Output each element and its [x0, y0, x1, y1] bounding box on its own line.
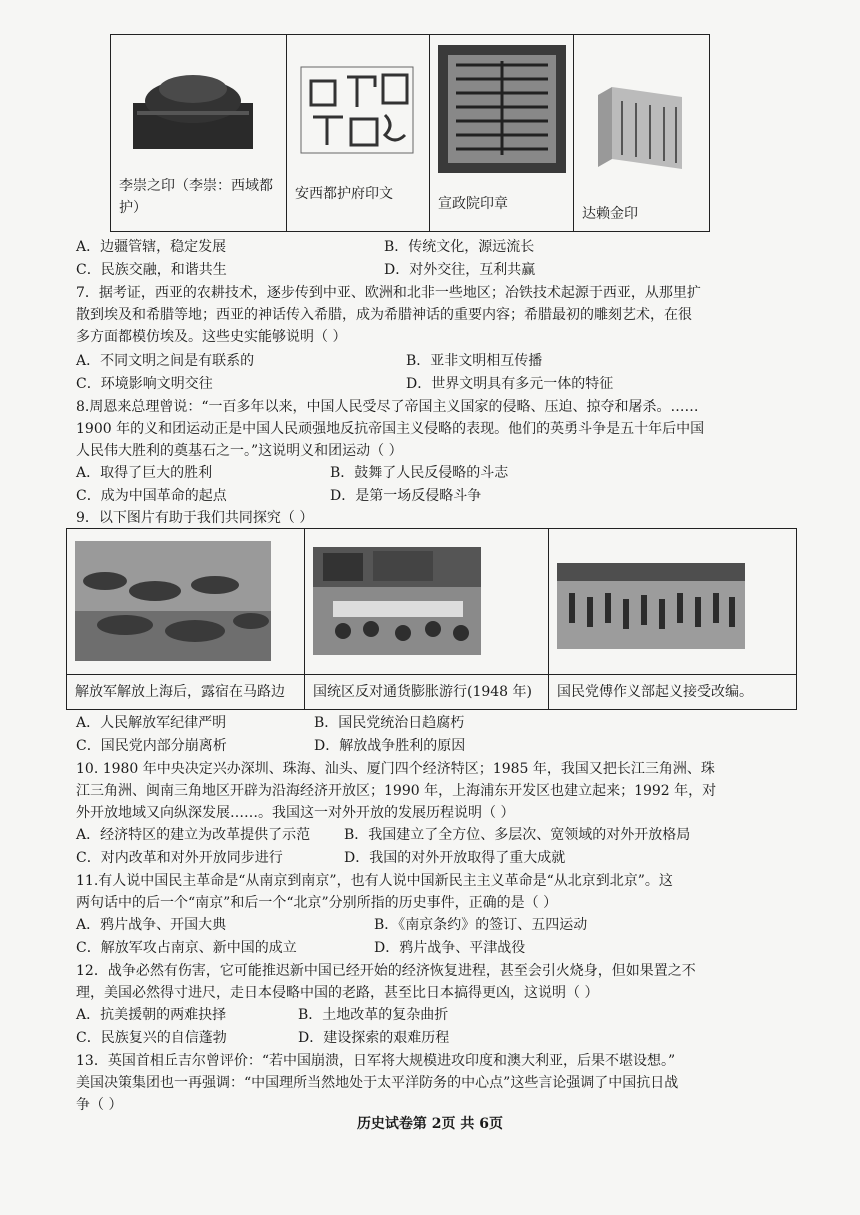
- q8-line-1: 8.周恩来总理曾说：“一百多年以来，中国人民受尽了帝国主义国家的侵略、压迫、掠夺和屠杀。……: [76, 399, 699, 415]
- q6-option-b: B．传统文化，源远流长: [384, 239, 535, 255]
- q6-option-a: A．边疆管辖，稳定发展: [76, 239, 227, 255]
- q13-stem: [76, 1050, 678, 1116]
- q8-option-d: D．是第一场反侵略斗争: [330, 488, 482, 504]
- seal-xuanzheng-image: [436, 43, 568, 175]
- q9-option-c: C．国民党内部分崩离析: [76, 738, 227, 754]
- seal-caption-3: 宣政院印章: [438, 196, 508, 212]
- q10-option-c: C．对内改革和对外开放同步进行: [76, 850, 283, 866]
- q8-option-b: B．鼓舞了人民反侵略的斗志: [330, 465, 509, 481]
- photo-soldiers-sleeping: [75, 541, 271, 661]
- q9-caption-cell-2: [305, 675, 549, 709]
- q10-option-b: B．我国建立了全方位、多层次、宽领域的对外开放格局: [344, 827, 691, 843]
- q11-option-c: C．解放军攻占南京、新中国的成立: [76, 940, 297, 956]
- q8-line-2: 1900 年的义和团运动正是中国人民顽强地反抗帝国主义侵略的表现。他们的英勇斗争是五十年后中国: [76, 421, 705, 437]
- q9-photo-cell-1: [67, 529, 305, 674]
- q10-stem: [76, 758, 716, 824]
- q9-stem: 9．以下图片有助于我们共同探究（ ）: [76, 510, 314, 526]
- q11-option-a: A．鸦片战争、开国大典: [76, 917, 227, 933]
- q8-line-3: 人民伟大胜利的奠基石之一。”这说明义和团运动（ ）: [76, 443, 403, 459]
- seal-li-chong-image: [123, 65, 263, 155]
- q9-option-b: B．国民党统治日趋腐朽: [314, 715, 465, 731]
- q7-option-b: B．亚非文明相互传播: [406, 353, 543, 369]
- q10-line-2: 江三角洲、闽南三角地区开辟为沿海经济开放区；1990 年，上海浦东开发区也建立起来；1992 年，对: [76, 783, 717, 799]
- q9-caption-row: [67, 675, 796, 709]
- q9-caption-cell-3: [549, 675, 796, 709]
- seal-cell-anxi: [287, 35, 430, 231]
- q10-line-3: 外开放地域又向纵深发展……。我国这一对外开放的发展历程说明（ ）: [76, 805, 515, 821]
- page-footer: 历史试卷第 2页 共 6页: [356, 1116, 504, 1132]
- seal-dalai-image: [592, 77, 692, 177]
- q10-option-a: A．经济特区的建立为改革提供了示范: [76, 827, 311, 843]
- q6-option-c: C．民族交融，和谐共生: [76, 262, 227, 278]
- q11-option-b: B．《南京条约》的签订、五四运动: [374, 917, 588, 933]
- seal-cell-dalai: [574, 35, 709, 231]
- q12-option-c: C．民族复兴的自信蓬勃: [76, 1030, 227, 1046]
- q9-caption-1: 解放军解放上海后，露宿在马路边: [75, 684, 285, 700]
- q9-caption-cell-1: [67, 675, 305, 709]
- q9-photo-cell-2: [305, 529, 549, 674]
- photo-protest-march: [313, 547, 481, 655]
- q7-stem: [76, 282, 701, 348]
- q12-line-1: 12．战争必然有伤害，它可能推迟新中国已经开始的经济恢复进程，甚至会引火烧身，但如果置之不: [76, 963, 696, 979]
- q9-option-a: A．人民解放军纪律严明: [76, 715, 227, 731]
- q11-line-2: 两句话中的后一个“南京”和后一个“北京”分别所指的历史事件，正确的是（ ）: [76, 895, 558, 911]
- q12-option-a: A．抗美援朝的两难抉择: [76, 1007, 227, 1023]
- q9-caption-3: 国民党傅作义部起义接受改编。: [557, 684, 753, 700]
- q7-option-a: A．不同文明之间是有联系的: [76, 353, 255, 369]
- q11-stem: [76, 870, 673, 914]
- q8-option-c: C．成为中国革命的起点: [76, 488, 227, 504]
- q6-option-d: D．对外交往，互利共赢: [384, 262, 536, 278]
- q12-stem: [76, 960, 696, 1004]
- seal-image-table: [110, 34, 710, 232]
- q8-option-a: A．取得了巨大的胜利: [76, 465, 213, 481]
- q10-line-1: 10. 1980 年中央决定兴办深圳、珠海、汕头、厦门四个经济特区；1985 年，我国又把长江三角洲、珠: [76, 761, 715, 777]
- q9-photo-table: [66, 528, 797, 710]
- seal-cell-li-chong: [111, 35, 287, 231]
- q7-line-1: 7．据考证，西亚的农耕技术，逐步传到中亚、欧洲和北非一些地区；冶铁技术起源于西亚，从那里扩: [76, 285, 701, 301]
- q12-line-2: 理，美国必然得寸进尺，走日本侵略中国的老路，甚至比日本搞得更凶，这说明（ ）: [76, 985, 599, 1001]
- seal-cell-xuanzheng: [430, 35, 574, 231]
- q9-photo-cell-3: [549, 529, 796, 674]
- q7-line-2: 散到埃及和希腊等地；西亚的神话传入希腊，成为希腊神话的重要内容；希腊最初的雕刻艺术，在很: [76, 307, 692, 323]
- q11-option-d: D．鸦片战争、平津战役: [374, 940, 526, 956]
- q13-line-2: 美国决策集团也一再强调：“中国理所当然地处于太平洋防务的中心点”这些言论强调了中国抗日战: [76, 1075, 679, 1091]
- q13-line-3: 争（ ）: [76, 1097, 123, 1113]
- seal-anxi-image: [297, 63, 417, 158]
- q13-line-1: 13．英国首相丘吉尔曾评价：“若中国崩溃，日军将大规模进攻印度和澳大利亚，后果不堪设想。”: [76, 1053, 676, 1069]
- q9-caption-2: 国统区反对通货膨胀游行(1948 年): [313, 684, 533, 700]
- q12-option-b: B．土地改革的复杂曲折: [298, 1007, 449, 1023]
- seal-caption-4: 达赖金印: [582, 206, 638, 222]
- photo-troop-reorganization: [557, 563, 745, 649]
- q7-line-3: 多方面都模仿埃及。这些史实能够说明（ ）: [76, 329, 347, 345]
- q7-option-d: D．世界文明具有多元一体的特征: [406, 376, 614, 392]
- seal-caption-2: 安西都护府印文: [295, 186, 393, 202]
- q10-option-d: D．我国的对外开放取得了重大成就: [344, 850, 566, 866]
- q9-option-d: D．解放战争胜利的原因: [314, 738, 466, 754]
- q12-option-d: D．建设探索的艰难历程: [298, 1030, 450, 1046]
- q8-stem: [76, 396, 704, 462]
- q11-line-1: 11.有人说中国民主革命是“从南京到南京”，也有人说中国新民主主义革命是“从北京到北京”。这: [76, 873, 673, 889]
- q9-photo-row: [67, 529, 796, 675]
- q7-option-c: C．环境影响文明交往: [76, 376, 213, 392]
- seal-caption-1: 李崇之印（李崇：西域都护）: [119, 178, 273, 216]
